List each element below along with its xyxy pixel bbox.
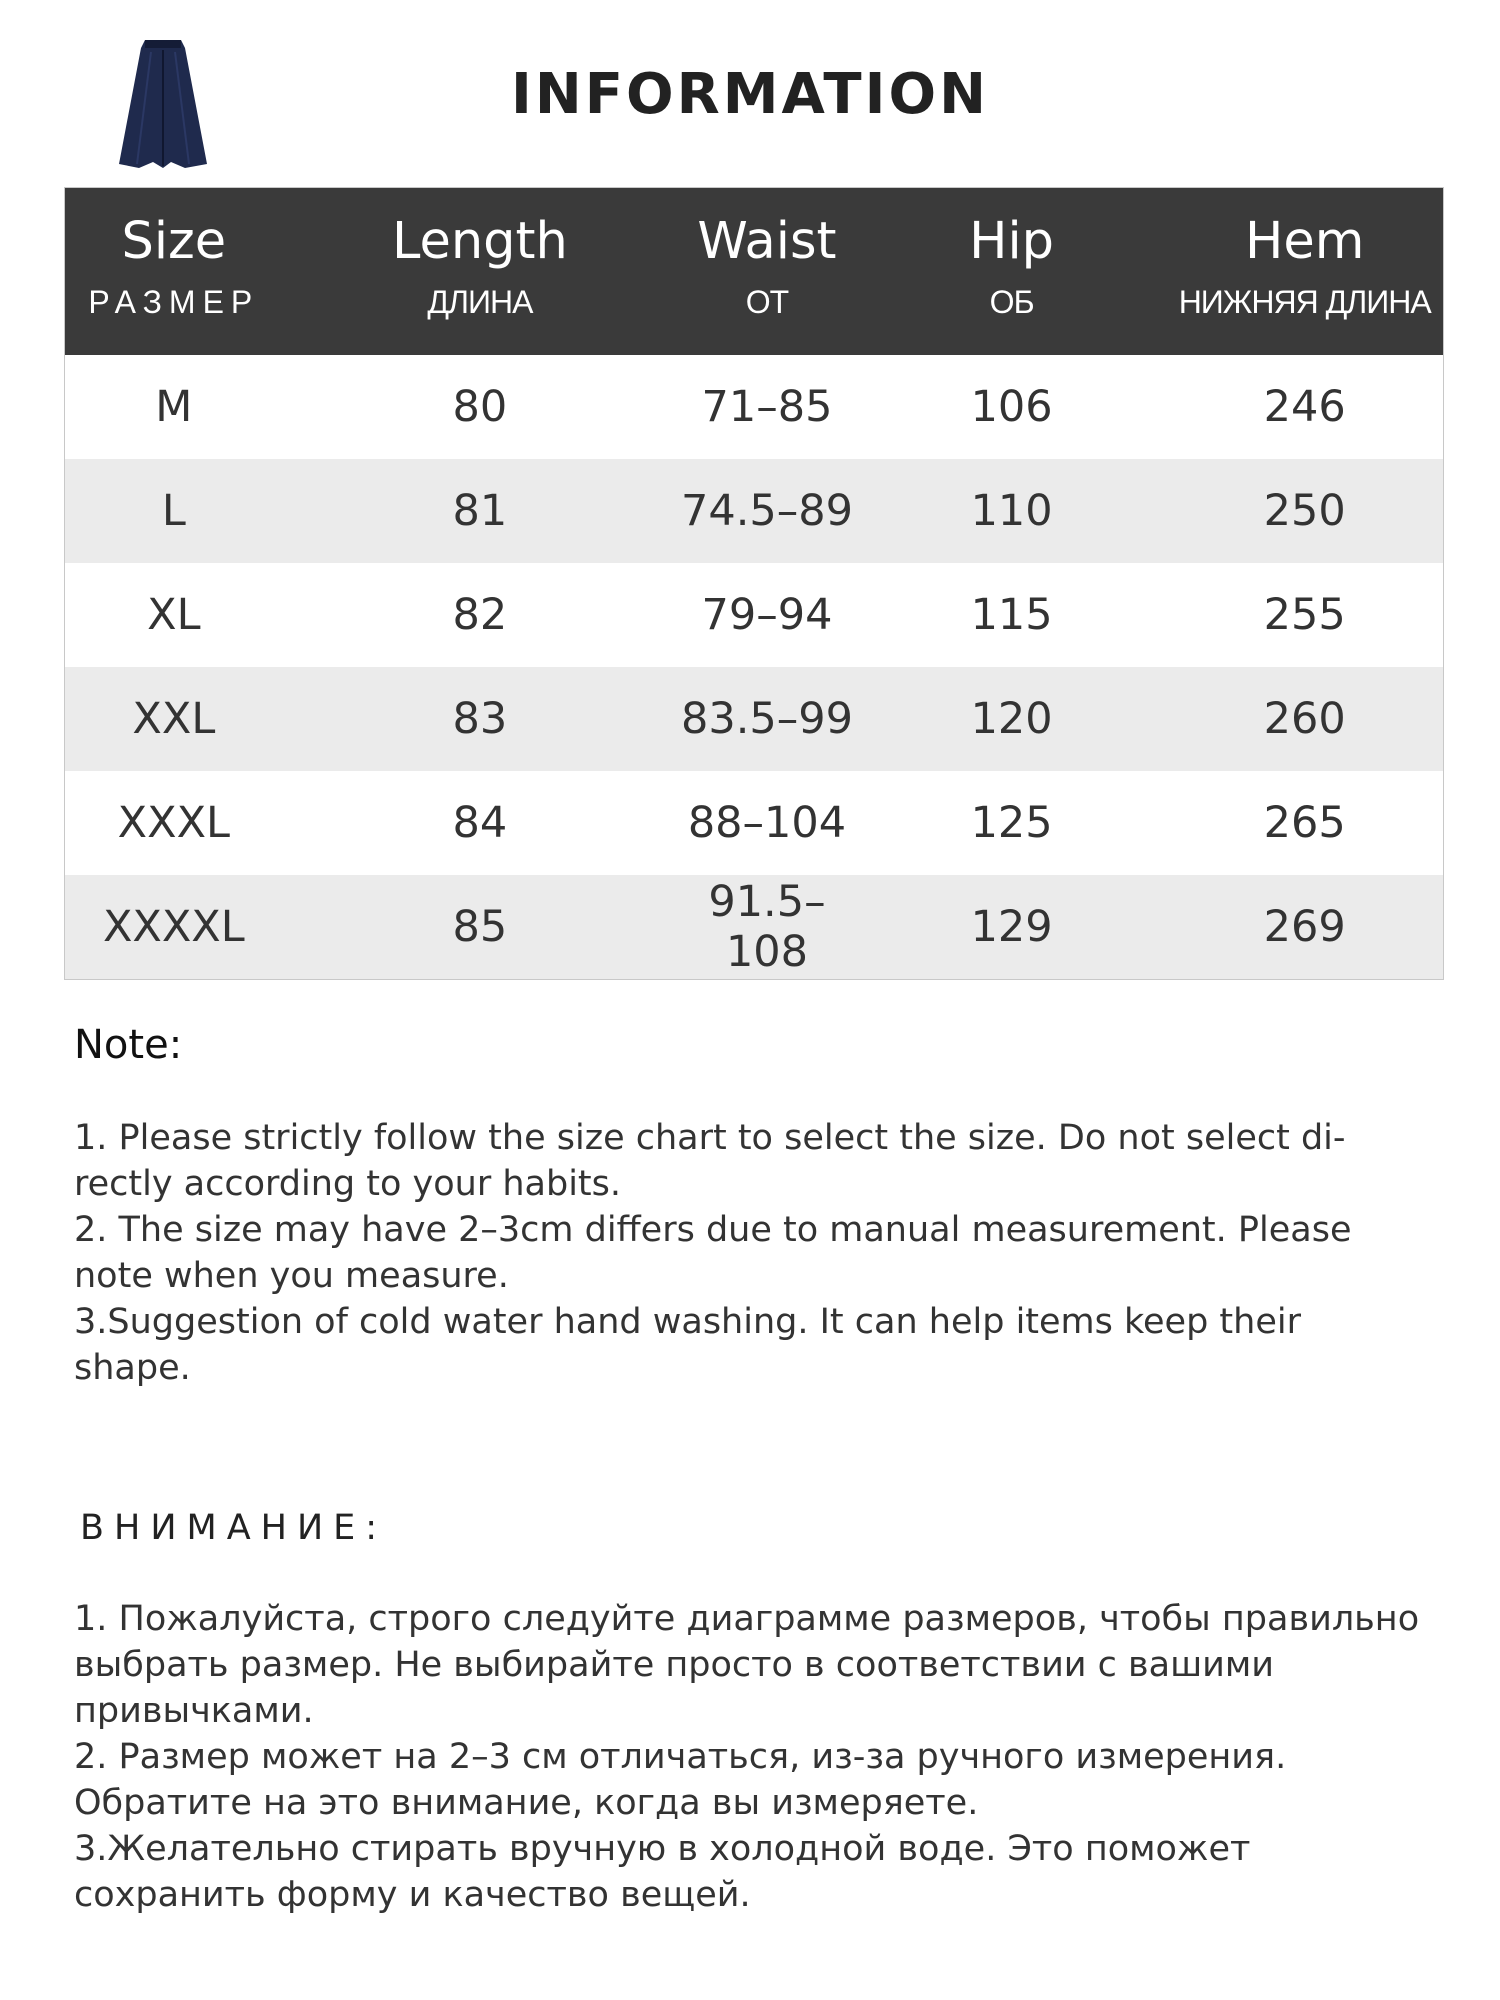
- page-title: INFORMATION: [511, 62, 989, 127]
- header-waist: [677, 188, 857, 355]
- cell-hip: 115: [970, 590, 1053, 640]
- cell-waist: 88–104: [687, 798, 847, 848]
- note-item: 2. The size may have 2–3cm differs due to manual measurement. Please note when you measure.: [74, 1210, 1352, 1296]
- table-header: [65, 188, 1443, 355]
- cell-length: 82: [452, 590, 508, 640]
- cell-size: XL: [147, 590, 201, 640]
- cell-hem: 246: [1263, 382, 1346, 432]
- size-table: [64, 187, 1444, 980]
- note-ru-list: [74, 1596, 1424, 1918]
- header-size: [65, 188, 283, 355]
- cell-size: XXXL: [117, 798, 231, 848]
- note-ru-item: 3.Желательно стирать вручную в холодной воде. Это поможет сохранить форму и качество вещей.: [74, 1829, 1251, 1915]
- header-label-en: Hem: [1244, 212, 1365, 271]
- cell-waist: 74.5–89: [680, 486, 853, 536]
- note-item: 3.Suggestion of cold water hand washing. It can help items keep their shape.: [74, 1302, 1301, 1388]
- header-label-en: Size: [121, 212, 227, 271]
- cell-waist: 79–94: [701, 590, 833, 640]
- table-row: [65, 459, 1443, 563]
- cell-length: 84: [452, 798, 508, 848]
- header-label-ru: ДЛИНА: [427, 284, 533, 320]
- cell-hem: 269: [1263, 902, 1346, 952]
- cell-size: XXXXL: [102, 902, 245, 952]
- cell-hem: 250: [1263, 486, 1346, 536]
- cell-hip: 125: [970, 798, 1053, 848]
- header-label-en: Hip: [969, 212, 1055, 271]
- table-row: [65, 563, 1443, 667]
- note-item: 1. Please strictly follow the size chart to select the size. Do not select di-rectly according to your habits.: [74, 1118, 1346, 1204]
- table-row: [65, 355, 1443, 459]
- note-heading: Note:: [74, 1022, 183, 1068]
- header-label-ru: РАЗМЕР: [88, 284, 260, 320]
- cell-size: M: [155, 382, 193, 432]
- header-label-en: Waist: [697, 212, 837, 271]
- cell-hip: 129: [970, 902, 1053, 952]
- header-label-ru: ОТ: [745, 284, 789, 320]
- note-ru-item: 1. Пожалуйста, строго следуйте диаграмме размеров, чтобы правильно выбрать размер. Не выбирайте просто в соответствии с вашими привычками.: [74, 1599, 1420, 1731]
- header-hip: [857, 188, 1167, 355]
- cell-length: 80: [452, 382, 508, 432]
- header-length: [283, 188, 677, 355]
- cell-waist: 91.5–108: [708, 877, 826, 977]
- header-hem: [1166, 188, 1443, 355]
- note-ru-heading: ВНИМАНИЕ:: [80, 1508, 388, 1548]
- cell-hem: 255: [1263, 590, 1346, 640]
- cell-hem: 265: [1263, 798, 1346, 848]
- table-body: [65, 355, 1443, 979]
- header-label-ru: НИЖНЯЯ ДЛИНА: [1178, 284, 1431, 320]
- cell-size: XXL: [132, 694, 216, 744]
- cell-length: 85: [452, 902, 508, 952]
- cell-hip: 120: [970, 694, 1053, 744]
- cell-length: 83: [452, 694, 508, 744]
- cell-hip: 110: [970, 486, 1053, 536]
- cell-length: 81: [452, 486, 508, 536]
- table-row: [65, 771, 1443, 875]
- table-row: [65, 875, 1443, 979]
- table-row: [65, 667, 1443, 771]
- cell-hip: 106: [970, 382, 1053, 432]
- cell-size: L: [161, 486, 186, 536]
- note-list: [74, 1115, 1424, 1391]
- header-label-ru: ОБ: [989, 284, 1034, 320]
- header-label-en: Length: [391, 212, 568, 271]
- cell-hem: 260: [1263, 694, 1346, 744]
- cell-waist: 71–85: [701, 382, 833, 432]
- note-ru-item: 2. Размер может на 2–3 см отличаться, из-за ручного измерения. Обратите на это внимание, когда вы измеряете.: [74, 1737, 1287, 1823]
- cell-waist: 83.5–99: [680, 694, 853, 744]
